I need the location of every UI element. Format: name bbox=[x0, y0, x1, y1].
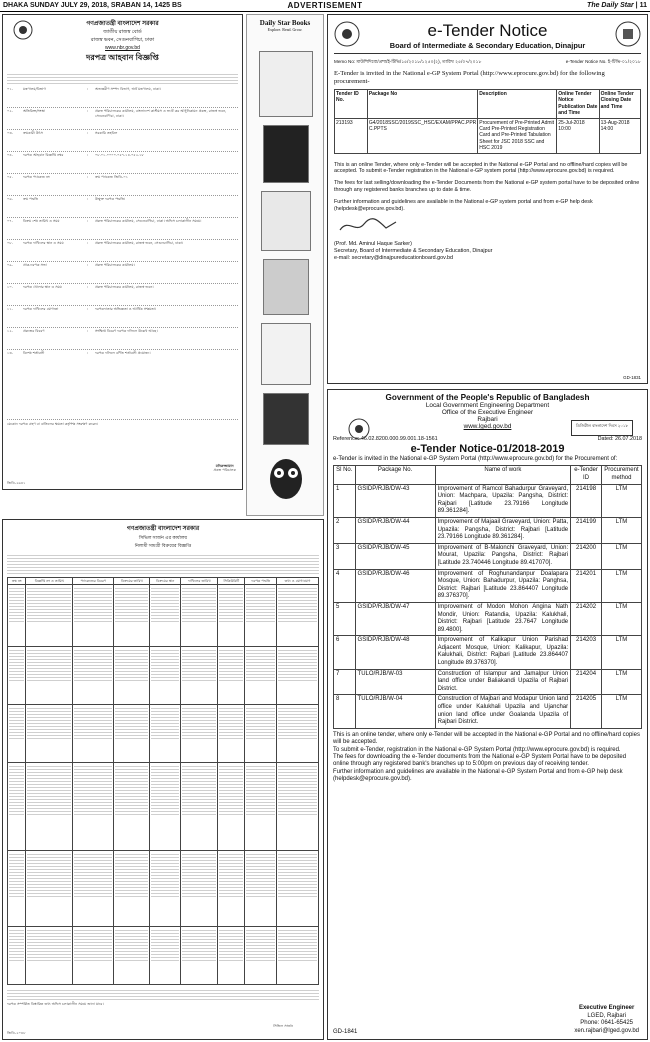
nbr-row-label: বিশেষ শর্তাবলী bbox=[23, 351, 45, 355]
civil-cell bbox=[245, 763, 277, 851]
civil-cell bbox=[26, 647, 73, 705]
nbr-row-number: ১২. bbox=[7, 329, 13, 333]
lged-cell: 2 bbox=[334, 517, 356, 543]
lged-reference: Reference: 46.02.8200.000.99.001.18-1561 bbox=[333, 436, 438, 442]
lged-code: GD-1841 bbox=[333, 1029, 358, 1035]
dateline: DHAKA SUNDAY JULY 29, 2018, SRABAN 14, 1425 BS bbox=[3, 2, 182, 9]
nbr-row-number: ০২. bbox=[7, 109, 13, 113]
civil-cell bbox=[218, 927, 245, 985]
bangladesh-emblem-icon bbox=[334, 21, 360, 47]
lged-para-4: Further information and guidelines are available in the National e-GP System Portal and from e-GP help desk (helpdesk@eprocure.gov.bd). bbox=[333, 768, 623, 783]
lged-cell: 214204 bbox=[571, 669, 602, 695]
nbr-row bbox=[7, 240, 238, 262]
nbr-rows bbox=[7, 86, 238, 420]
civil-cell bbox=[114, 851, 150, 927]
civil-cell bbox=[73, 851, 114, 927]
dinajpur-para-2: The fees for last selling/downloading the e-Tender Documents from the National e-GP system portal have to be deposited online through any registered banks branches up to date & time. bbox=[334, 180, 640, 194]
lged-cell: TULO/RJB/W-04 bbox=[355, 695, 435, 728]
lged-cell: LTM bbox=[601, 669, 641, 695]
civil-cell bbox=[114, 647, 150, 705]
civil-cell bbox=[245, 927, 277, 985]
lged-cell: 7 bbox=[334, 669, 356, 695]
nbr-row-value: প্রকল্প পরিচালকের কার্যালয়, বাংলাদেশ কাস্টমস ও ভ্যাট কর আধুনিকায়ন প্রকল্প, রাজস্ব ভবন, সেগুনবাগিচা, ঢাকা। bbox=[95, 109, 227, 118]
lged-cell: Construction of Islampur and Jamalpur Union land office under Baliakandi Upazila of Rajbari District. bbox=[435, 669, 571, 695]
table-row bbox=[334, 602, 642, 635]
lged-cell: 214199 bbox=[571, 517, 602, 543]
nbr-row-label: অতিরিক্ত/সংস্থা bbox=[23, 109, 45, 113]
civil-signer: সিভিল সার্জন bbox=[273, 1024, 293, 1029]
dinajpur-col-header: Tender ID No. bbox=[335, 90, 368, 119]
lged-cell: LTM bbox=[601, 484, 641, 517]
lged-intro: e-Tender is invited in the National e-GP System Portal (http://www.eprocure.gov.bd) for the Procurement of: bbox=[333, 456, 618, 462]
book-cover[interactable] bbox=[263, 125, 309, 183]
civil-header-line-3: নিলামী সামগ্রী বিক্রয়ের বিজ্ঞপ্তি bbox=[134, 543, 192, 548]
nbr-row-colon: : bbox=[87, 351, 89, 355]
dinajpur-col-header: Online Tender Notice Publication Date and Time bbox=[558, 91, 598, 117]
dinajpur-intro: E-Tender is invited in the National e-GP System Portal (http://www.eprocure.gov.bd) for the following procurement- bbox=[334, 70, 605, 85]
nbr-row-label: বিক্রয় শেষ তারিখ ও সময় bbox=[23, 219, 60, 223]
dinajpur-email[interactable]: e-mail: secretary@dinajpureducationboard.gov.bd bbox=[334, 254, 453, 261]
dinajpur-signer: (Prof. Md. Aminul Haque Sarker) bbox=[334, 241, 412, 248]
lged-col-header: Sl No. bbox=[334, 466, 356, 484]
lged-cell: GSIDP/RJB/DW-46 bbox=[355, 569, 435, 602]
table-row bbox=[334, 484, 642, 517]
table-row bbox=[8, 647, 319, 705]
dinajpur-notice-no: e-Tender Notice No. ই-টিভি-০১/২০১৮ bbox=[565, 59, 641, 64]
books-strip bbox=[246, 14, 324, 516]
table-row bbox=[8, 763, 319, 851]
nbr-row-colon: : bbox=[87, 87, 89, 91]
nbr-row-label: দরপত্র দাখিলের স্থান ও সময় bbox=[23, 241, 64, 245]
lged-cell: Improvement of Majaail Graveyard, Union: Patta, Upazila: Pangsha, District: Rajbari [Latitude 23.79166 Longitude 89.361284]. bbox=[435, 517, 571, 543]
nbr-row bbox=[7, 306, 238, 328]
lged-cell: 1 bbox=[334, 484, 356, 517]
nbr-header-line-3: রাজস্ব ভবন, সেগুনবাগিচা, ঢাকা bbox=[90, 37, 155, 43]
book-cover[interactable] bbox=[261, 191, 311, 251]
page-number: 11 bbox=[639, 2, 647, 9]
nbr-row-number: ০৮. bbox=[7, 241, 13, 245]
nbr-row-colon: : bbox=[87, 329, 89, 333]
nbr-row bbox=[7, 262, 238, 284]
lged-cell: LTM bbox=[601, 602, 641, 635]
nbr-row-colon: : bbox=[87, 197, 89, 201]
table-row bbox=[8, 927, 319, 985]
lged-col-header: Name of work bbox=[435, 466, 571, 484]
civil-cell bbox=[218, 851, 245, 927]
dinajpur-para-3: Further information and guidelines are available in the National e-GP system portal and from e-GP help desk (helpdesk@eprocure.gov.bd). bbox=[334, 198, 593, 212]
lged-cell: GSIDP/RJB/DW-45 bbox=[355, 543, 435, 569]
nbr-row bbox=[7, 350, 238, 420]
nbr-row bbox=[7, 152, 238, 174]
lged-cell: 5 bbox=[334, 602, 356, 635]
nbr-row bbox=[7, 328, 238, 350]
books-subtitle: Explore. Read. Grow. bbox=[267, 27, 303, 32]
nbr-row-value: প্রকল্প পরিচালকের কার্যালয়, রাজস্ব ভবন। bbox=[95, 285, 154, 289]
civil-footer-text bbox=[7, 988, 319, 1002]
lged-cell: 8 bbox=[334, 695, 356, 728]
civil-cell bbox=[181, 851, 218, 927]
nbr-row-value: প্রকল্প পরিচালকের কার্যালয়। bbox=[95, 263, 135, 267]
civil-cell bbox=[245, 647, 277, 705]
civil-cell bbox=[26, 927, 73, 985]
book-cover[interactable] bbox=[263, 393, 309, 445]
lged-cell: GSIDP/RJB/DW-48 bbox=[355, 636, 435, 669]
lged-office: Office of the Executive Engineer bbox=[441, 409, 534, 416]
bangladesh-emblem-icon bbox=[13, 20, 33, 40]
lged-cell: 214203 bbox=[571, 636, 602, 669]
paper-and-page: The Daily Star | 11 bbox=[587, 2, 647, 9]
nbr-title: দরপত্র আহবান বিজ্ঞপ্তি bbox=[86, 53, 159, 62]
owl-logo-icon bbox=[266, 455, 306, 505]
lged-cell: GSIDP/RJB/DW-43 bbox=[355, 484, 435, 517]
civil-cell bbox=[73, 705, 114, 763]
lged-cell: Improvement of Kalikapur Union Parishad Adjacent Mosque, Union: Kalikapur, Upazila: Kalukhali, District: Rajbari [Latitude 23.864407 Longitude 89.376370]. bbox=[435, 636, 571, 669]
nbr-row-label: প্রকল্পের বিবরণ bbox=[23, 329, 45, 333]
lged-cell: Construction of Majbari and Modapur Union land office under Kalukhali Upazila and Ujanchar union land office under Goalanda Upazila of Rajbari District. bbox=[435, 695, 571, 728]
civil-cell bbox=[150, 763, 181, 851]
dinajpur-col-header: Online Tender Closing Date and Time bbox=[599, 90, 640, 119]
lged-cell: Improvement of Ramcol Bahadurpur Graveyard, Union: Machpara, Upazila: Pangsha, District: Rajbari [Latitude 23.79166 Longitude 89.361284]. bbox=[435, 484, 571, 517]
lged-cell: 214200 bbox=[571, 543, 602, 569]
lged-cell: GSIDP/RJB/DW-47 bbox=[355, 602, 435, 635]
civil-cell bbox=[218, 763, 245, 851]
civil-cell bbox=[218, 705, 245, 763]
civil-cell bbox=[114, 927, 150, 985]
nbr-row-label: প্রাক-দরপত্র সভা bbox=[23, 263, 47, 267]
lged-cell: GSIDP/RJB/DW-44 bbox=[355, 517, 435, 543]
lged-logo-icon bbox=[348, 418, 370, 440]
nbr-row-colon: : bbox=[87, 285, 89, 289]
civil-cell bbox=[8, 647, 26, 705]
nbr-row-label: ক্রয় পদ্ধতি bbox=[23, 197, 39, 201]
lged-cell: Improvement of Modon Mohon Angina Nath Mondir, Union: Ratandia, Upazila: Kalukhali, District: Rajbari [Latitude 23.7647 Longitude 89.4800]. bbox=[435, 602, 571, 635]
civil-cell bbox=[8, 851, 26, 927]
nbr-row-number: ০৫. bbox=[7, 175, 13, 179]
lged-col-header: Package No. bbox=[355, 466, 435, 484]
civil-cell bbox=[277, 851, 319, 927]
civil-code: জিডি-২০৪৮ bbox=[7, 1031, 26, 1036]
lged-place: Rajbari bbox=[477, 416, 498, 423]
lged-cell: 214205 bbox=[571, 695, 602, 728]
nbr-row bbox=[7, 218, 238, 240]
nbr-row-value: ক্রয় প্যাকেজ জিডি-০১ bbox=[95, 175, 128, 179]
nbr-row-colon: : bbox=[87, 153, 89, 157]
civil-cell bbox=[245, 585, 277, 647]
nbr-row-label: ক্রয়কারী উৎস bbox=[23, 131, 43, 135]
nbr-row-value: প্রকল্প পরিচালকের কার্যালয়, সেগুনবাগিচা, ঢাকা। অফিস চলাকালীন সময়ে। bbox=[95, 219, 202, 223]
nbr-row-value: উন্মুক্ত দরপত্র পদ্ধতি। bbox=[95, 197, 126, 201]
nbr-row bbox=[7, 130, 238, 152]
civil-cell bbox=[73, 585, 114, 647]
table-row bbox=[8, 585, 319, 647]
lged-para-1: This is an online tender, where only e-Tender will be accepted in the National e-GP Portal and no offline/hard copies will be accepted. bbox=[333, 731, 640, 746]
nbr-row-label: দরপত্র দাখিলের যোগ্যতা bbox=[23, 307, 59, 311]
lged-col-header: e-Tender ID bbox=[571, 466, 602, 484]
lged-signer-title: Executive Engineer bbox=[578, 1005, 635, 1012]
civil-cell bbox=[73, 647, 114, 705]
dinajpur-col-header: Package No bbox=[367, 90, 477, 119]
lged-signer-org: LGED, Rajbari bbox=[587, 1012, 626, 1019]
lged-cell: Improvement of Roghunandanpur Doalapara Mosque, Union: Bahadurpur, Upazila: Panghsa, District: Rajbari [Latitude 23.864407 Longitude 89.376370]. bbox=[435, 569, 571, 602]
civil-surgeon-ad bbox=[2, 519, 324, 1040]
civil-cell bbox=[114, 585, 150, 647]
civil-cell bbox=[150, 927, 181, 985]
civil-cell bbox=[277, 647, 319, 705]
lged-cell: 4 bbox=[334, 569, 356, 602]
nbr-intro-text bbox=[7, 72, 238, 84]
nbr-row-number: ০৯. bbox=[7, 263, 13, 267]
civil-cell bbox=[8, 705, 26, 763]
civil-cell bbox=[181, 927, 218, 985]
dinajpur-cell: 213193 bbox=[335, 118, 368, 153]
lged-para-2: To submit e-Tender, registration in the National e-GP System Portal (http://www.eprocure.gov.bd) is required. bbox=[333, 746, 621, 753]
civil-col-header: দরপত্র পদ্ধতি bbox=[245, 578, 277, 585]
nbr-code: জিডি-২৬৪১ bbox=[7, 481, 26, 486]
book-cover[interactable] bbox=[261, 323, 311, 385]
civil-cell bbox=[26, 705, 73, 763]
stamp-icon: ডিজিটাল বাংলাদেশ দিবস ২০১৮ bbox=[571, 420, 633, 436]
lged-dated: Dated: 26.07.2018 bbox=[597, 436, 642, 442]
nbr-signer: মনিরুজ্জামান bbox=[215, 463, 234, 468]
nbr-row-label: দরপত্র খোলার স্থান ও সময় bbox=[23, 285, 62, 289]
dinajpur-tender-table bbox=[334, 89, 641, 154]
dinajpur-code: GD-1831 bbox=[623, 375, 641, 380]
dinajpur-cell: 13-Aug-2018 14:00 bbox=[599, 118, 640, 153]
civil-col-header: বিক্রয়ের স্থান bbox=[150, 578, 181, 585]
lged-phone: Phone: 0641-65425 bbox=[580, 1020, 634, 1027]
nbr-header-line-1: গণপ্রজাতন্ত্রী বাংলাদেশ সরকার bbox=[86, 21, 159, 27]
lged-dept: Local Government Engineering Department bbox=[425, 402, 550, 409]
civil-header-line-1: গণপ্রজাতন্ত্রী বাংলাদেশ সরকার bbox=[126, 526, 200, 532]
book-cover[interactable] bbox=[259, 51, 313, 117]
nbr-signature bbox=[213, 464, 236, 473]
civil-cell bbox=[26, 763, 73, 851]
nbr-row-number: ১১. bbox=[7, 307, 13, 311]
dinajpur-memo-line bbox=[334, 58, 641, 66]
signature-icon bbox=[338, 216, 398, 236]
civil-cell bbox=[277, 763, 319, 851]
lged-ref-line bbox=[333, 436, 642, 442]
civil-col-header: ক্রঃ নং bbox=[8, 578, 26, 585]
civil-cell bbox=[150, 851, 181, 927]
lged-cell: 214198 bbox=[571, 484, 602, 517]
nbr-row bbox=[7, 284, 238, 306]
nbr-header-line-2: জাতীয় রাজস্ব বোর্ড bbox=[103, 29, 142, 35]
nbr-header bbox=[7, 18, 238, 70]
dinajpur-para-1: This is an online Tender, where only e-Tender will be accepted in the National e-GP Portal and no offline/hard copies will be accepted. To submit e-Tender registration in the National e-GP system portal (http://www.eprocure.gov.bd) is required. bbox=[334, 161, 628, 175]
nbr-row-number: ০৬. bbox=[7, 197, 13, 201]
nbr-row-value: প্রকল্প পরিচালকের কার্যালয়, রাজস্ব ভবন, সেগুনবাগিচা, ঢাকা। bbox=[95, 241, 184, 245]
lged-tender-table bbox=[333, 465, 642, 728]
lged-signature-block bbox=[574, 1005, 639, 1035]
lged-cell: 3 bbox=[334, 543, 356, 569]
civil-cell bbox=[277, 927, 319, 985]
civil-cell bbox=[181, 585, 218, 647]
civil-cell bbox=[150, 585, 181, 647]
nbr-row-label: মন্ত্রণালয়/বিভাগ bbox=[23, 87, 46, 91]
civil-col-header: বিক্রয়ের তারিখ bbox=[114, 578, 150, 585]
civil-cell bbox=[245, 851, 277, 927]
nbr-row-colon: : bbox=[87, 263, 89, 267]
nbr-row-value: অভ্যন্তরীণ সম্পদ বিভাগ, অর্থ মন্ত্রণালয়, ঢাকা। bbox=[95, 87, 161, 91]
lged-cell: 214201 bbox=[571, 569, 602, 602]
civil-header bbox=[7, 523, 319, 550]
civil-cell bbox=[8, 585, 26, 647]
nbr-row-value: দরপত্র দলিলে বর্ণিত শর্তাবলী প্রযোজ্য। bbox=[95, 351, 151, 355]
nbr-row-value: সংক্ষিপ্ত বিবরণ দরপত্র দলিলে উল্লেখ আছে। bbox=[95, 329, 158, 333]
dinajpur-signature-block bbox=[334, 241, 641, 261]
lged-cell: LTM bbox=[601, 543, 641, 569]
nbr-row-value: দরপত্রদাতার অভিজ্ঞতা ও আর্থিক সক্ষমতা। bbox=[95, 307, 157, 311]
dinajpur-signer-title: Secretary, Board of Intermediate & Secondary Education, Dinajpur bbox=[334, 248, 493, 255]
civil-cell bbox=[277, 585, 319, 647]
dinajpur-subtitle: Board of Intermediate & Secondary Education, Dinajpur bbox=[334, 41, 641, 54]
lged-col-header: Procurement method bbox=[601, 466, 641, 484]
dinajpur-cell: 25-Jul-2018 10:00 bbox=[557, 118, 599, 153]
civil-intro-text bbox=[7, 553, 319, 575]
lged-cell: LTM bbox=[601, 695, 641, 728]
nbr-row bbox=[7, 108, 238, 130]
civil-cell bbox=[26, 851, 73, 927]
dinajpur-cell: Procurement of Pre-Printed Admit Card Pre-Printed Registration Card and Pre-Printed Tabulation Sheet for JSC 2018 SSC and HSC 2019 bbox=[478, 118, 557, 153]
civil-cell bbox=[73, 927, 114, 985]
table-row bbox=[334, 543, 642, 569]
civil-cell bbox=[150, 705, 181, 763]
civil-col-header: দাখিলের তারিখ bbox=[181, 578, 218, 585]
nbr-row-colon: : bbox=[87, 219, 89, 223]
lged-cell: 214202 bbox=[571, 602, 602, 635]
nbr-website-link[interactable]: www.nbr.gov.bd bbox=[105, 45, 140, 51]
table-row bbox=[334, 517, 642, 543]
table-row bbox=[334, 695, 642, 728]
civil-col-header: প্যাকেজের বিবরণ bbox=[73, 578, 114, 585]
civil-table bbox=[7, 577, 319, 985]
lged-title: e-Tender Notice-01/2018-2019 bbox=[410, 443, 565, 455]
table-row bbox=[334, 569, 642, 602]
civil-cell bbox=[73, 763, 114, 851]
lged-cell: Improvement of B-Malonchi Graveyard, Union: Mourat, Upazila: Pangsha, District: Rajbari [Latitude 23.740446 Longitude 89.417070]. bbox=[435, 543, 571, 569]
lged-tender-ad bbox=[327, 389, 648, 1040]
table-row bbox=[334, 636, 642, 669]
civil-cell bbox=[8, 763, 26, 851]
dinajpur-col-header: Description bbox=[478, 90, 557, 119]
civil-cell bbox=[218, 647, 245, 705]
book-cover[interactable] bbox=[263, 259, 309, 315]
board-logo-icon bbox=[615, 21, 641, 47]
civil-cell bbox=[114, 705, 150, 763]
civil-cell bbox=[218, 585, 245, 647]
civil-header-line-2: সিভিল সার্জন এর কার্যালয় bbox=[138, 535, 188, 540]
nbr-row-value: সরকারি তহবিল bbox=[95, 131, 118, 135]
nbr-row-label: দরপত্র প্যাকেজ নং bbox=[23, 175, 50, 179]
nbr-footer: যেকোন দরপত্র গ্রহণ বা বাতিলের ক্ষমতা কর্তৃপক্ষ সংরক্ষণ করেন। bbox=[7, 422, 98, 426]
nbr-row bbox=[7, 196, 238, 218]
lged-cell: LTM bbox=[601, 517, 641, 543]
nbr-row bbox=[7, 174, 238, 196]
masthead bbox=[0, 0, 650, 12]
civil-cell bbox=[181, 705, 218, 763]
nbr-row-number: ০৩. bbox=[7, 131, 13, 135]
table-row bbox=[8, 705, 319, 763]
nbr-row-value: ০৮.০১.০০০০.০৫৭.১৪.০৫২.১৮ bbox=[95, 153, 144, 157]
lged-gov: Government of the People's Republic of Bangladesh bbox=[385, 393, 590, 402]
dinajpur-tender-ad bbox=[327, 14, 648, 384]
civil-col-header: তথ্য ও যোগাযোগ bbox=[277, 578, 319, 585]
nbr-row-number: ০৪. bbox=[7, 153, 13, 157]
nbr-row-colon: : bbox=[87, 131, 89, 135]
nbr-signer-title: প্রকল্প পরিচালক bbox=[213, 468, 236, 473]
nbr-row-colon: : bbox=[87, 241, 89, 245]
nbr-row-number: ০৭. bbox=[7, 219, 13, 223]
lged-email[interactable]: xen.rajbari@lged.gov.bd bbox=[574, 1027, 639, 1034]
nbr-row-colon: : bbox=[87, 109, 89, 113]
nbr-row-colon: : bbox=[87, 175, 89, 179]
nbr-row bbox=[7, 86, 238, 108]
nbr-row-label: দরপত্র আহবান বিজ্ঞপ্তি নম্বর bbox=[23, 153, 64, 157]
lged-website[interactable]: www.lged.gov.bd bbox=[463, 423, 512, 430]
lged-cell: LTM bbox=[601, 569, 641, 602]
civil-col-header: সিকিউরিটি bbox=[218, 578, 245, 585]
civil-cell bbox=[26, 585, 73, 647]
lged-cell: 6 bbox=[334, 636, 356, 669]
nbr-tender-ad bbox=[2, 14, 243, 490]
civil-cell bbox=[150, 647, 181, 705]
section-title: ADVERTISEMENT bbox=[287, 1, 363, 10]
nbr-row-colon: : bbox=[87, 307, 89, 311]
dinajpur-cell: G4/2018SSC/2019SSC_HSC/EXAM/PPAC.PPR C.PPTS bbox=[367, 118, 477, 153]
civil-cell bbox=[245, 705, 277, 763]
civil-footer-note: দরপত্র সম্পর্কিত বিস্তারিত তথ্য অফিস চলাকালীন সময়ে জানা যাবে। bbox=[7, 1002, 104, 1007]
civil-cell bbox=[114, 763, 150, 851]
books-title: Daily Star Books bbox=[259, 19, 311, 27]
civil-cell bbox=[181, 763, 218, 851]
civil-cell bbox=[277, 705, 319, 763]
civil-cell bbox=[8, 927, 26, 985]
nbr-row-number: ১৩. bbox=[7, 351, 13, 355]
lged-para-3: The fees for downloading the e-Tender documents from the National e-GP System Portal have to be deposited online through any registered bank's branches up to 5:00pm on previous day of receiving tender. bbox=[333, 754, 627, 768]
table-row bbox=[334, 669, 642, 695]
table-row bbox=[8, 851, 319, 927]
dinajpur-title: e-Tender Notice bbox=[427, 21, 548, 40]
civil-col-header: বিজ্ঞপ্তি নং ও তারিখ bbox=[26, 578, 73, 585]
lged-cell: LTM bbox=[601, 636, 641, 669]
nbr-row-number: ১০. bbox=[7, 285, 13, 289]
dinajpur-memo: Memo No: মাউশিদিবো/প্রশা/ই-টিভি/১৫/২০১৮/১২৫০(২), তারিখ ২৫/০৭/২০১৮ bbox=[334, 59, 482, 64]
lged-cell: TULO/RJB/W-03 bbox=[355, 669, 435, 695]
nbr-row-number: ০১. bbox=[7, 87, 13, 91]
civil-cell bbox=[181, 647, 218, 705]
paper-name: The Daily Star bbox=[587, 2, 634, 9]
